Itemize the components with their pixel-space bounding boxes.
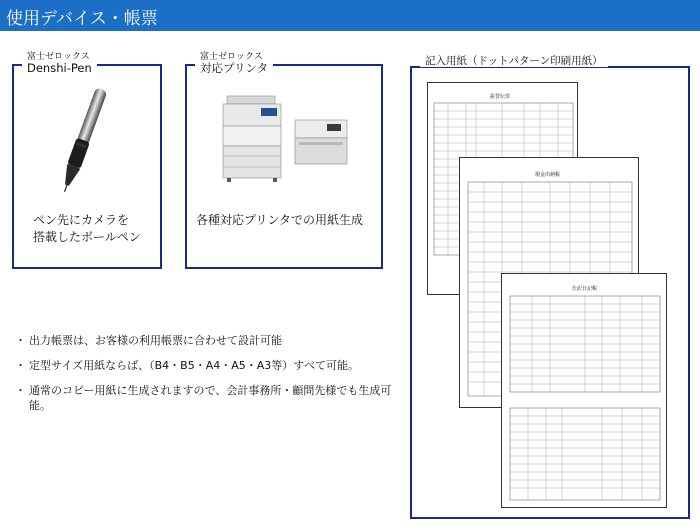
form-title-3: 仕訳日記帳 xyxy=(572,286,598,292)
paper-panel-label xyxy=(420,55,608,67)
printer-maker: 富士ゼロックス xyxy=(200,52,263,62)
header-bar xyxy=(0,0,700,31)
form-title-1: 振替伝票 xyxy=(490,94,511,100)
printer-caption: 各種対応プリンタでの用紙生成 xyxy=(196,213,364,227)
printer-name: 対応プリンタ xyxy=(200,61,269,76)
form-sheet-3 xyxy=(501,273,667,508)
pen-caption-line1: ペン先にカメラを xyxy=(33,213,130,227)
printer-panel-label xyxy=(195,52,273,76)
pen-caption xyxy=(33,212,141,246)
pen-caption-line2: 搭載したボールペン xyxy=(33,230,141,244)
page-title: 使用デバイス・帳票 xyxy=(6,9,158,29)
pen-name: Denshi-Pen xyxy=(27,61,92,76)
paper-label: 記入用紙（ドットパターン印刷用紙） xyxy=(425,55,603,67)
pen-image xyxy=(48,84,118,199)
feature-list xyxy=(18,333,398,423)
pen-maker: 富士ゼロックス xyxy=(27,52,90,62)
feature-item: ・ 通常のコピー用紙に生成されますので、会計事務所・顧問先様でも生成可能。 xyxy=(18,383,398,413)
feature-item: ・ 定型サイズ用紙ならば、（B4・B5・A4・A5・A3等）すべて可能。 xyxy=(18,358,398,373)
printer-image xyxy=(215,92,365,187)
pen-panel-label xyxy=(22,52,97,76)
form-title-2: 現金出納帳 xyxy=(535,172,561,178)
feature-item: ・ 出力帳票は、お客様の利用帳票に合わせて設計可能 xyxy=(18,333,398,348)
